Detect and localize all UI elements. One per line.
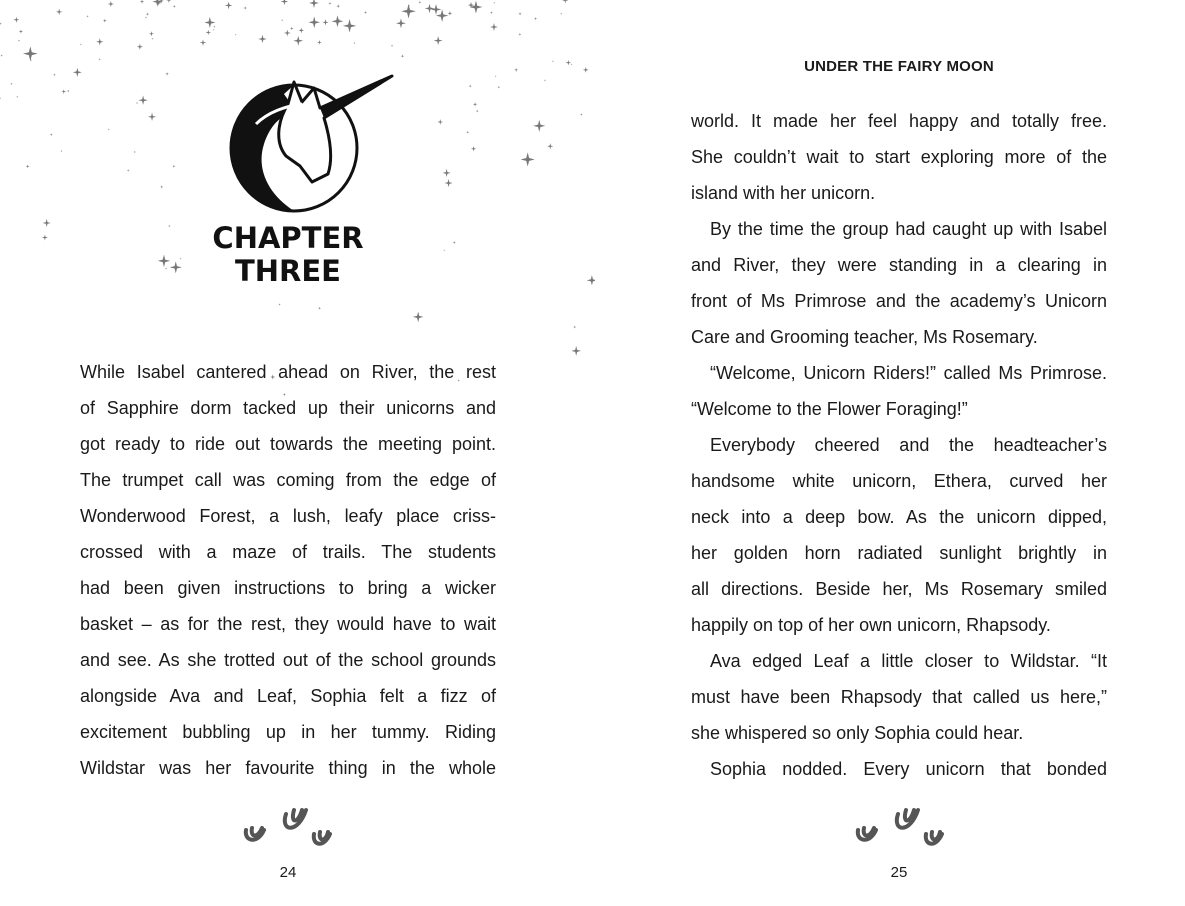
sparkle-star — [495, 75, 497, 77]
text-line: neck into a deep bow. As the unicorn dipped, — [691, 507, 1107, 527]
text-line: she whispered so only Sophia could hear. — [691, 723, 1024, 743]
sparkle-star — [544, 79, 546, 81]
sparkle-star — [281, 0, 288, 5]
text-line: and River, they were standing in a clearing in — [691, 255, 1107, 275]
sparkle-star — [80, 43, 82, 45]
left-page — [0, 0, 592, 906]
sparkle-star — [436, 9, 449, 22]
text-line: had been given instructions to bring a wicker — [80, 578, 496, 598]
sparkle-star — [138, 96, 147, 105]
text-line: The trumpet call was coming from the edge of — [80, 470, 496, 490]
left-body-text — [80, 354, 496, 786]
sparkle-star — [103, 19, 107, 23]
sparkle-star — [583, 67, 589, 73]
sparkle-star — [127, 169, 130, 172]
text-line: alongside Ava and Leaf, Sophia felt a fizz of — [80, 686, 496, 706]
text-line: By the time the group had caught up with Isabel — [710, 219, 1107, 239]
sparkle-star — [278, 303, 281, 306]
swirl-flame-ornament-icon — [236, 800, 346, 850]
text-line: world. It made her feel happy and totally free. — [691, 111, 1107, 131]
text-line: While Isabel cantered ahead on River, the rest — [80, 362, 496, 382]
sparkle-star — [521, 152, 535, 166]
sparkle-star — [396, 18, 406, 28]
sparkle-star — [10, 83, 13, 86]
sparkle-star — [136, 102, 138, 104]
sparkle-star — [471, 146, 476, 151]
sparkle-star — [469, 1, 482, 14]
sparkle-star — [213, 29, 215, 31]
text-line: island with her unicorn. — [691, 183, 876, 203]
text-line: and see. As she trotted out of the school grounds — [80, 650, 496, 670]
sparkle-star — [0, 97, 1, 99]
sparkle-star — [318, 307, 321, 310]
sparkle-star — [19, 29, 23, 33]
sparkle-star — [149, 31, 154, 36]
sparkle-star — [317, 40, 322, 45]
unicorn-head-icon — [228, 74, 398, 214]
text-line: “Welcome, Unicorn Riders!” called Ms Primrose. — [710, 363, 1107, 383]
sparkle-star — [587, 275, 595, 285]
sparkle-star — [60, 150, 62, 152]
sparkle-star — [566, 60, 571, 65]
sparkle-star — [67, 90, 70, 93]
sparkle-star — [353, 42, 355, 44]
sparkle-star — [293, 36, 303, 46]
sparkle-star — [434, 36, 443, 45]
text-line: happily on top of her own unicorn, Rhapsody. — [691, 615, 1051, 635]
text-line: Ava edged Leaf a little closer to Wildstar. “It — [710, 651, 1107, 671]
sparkle-star — [53, 73, 56, 76]
sparkle-star — [571, 63, 573, 65]
text-line: Care and Grooming teacher, Ms Rosemary. — [691, 327, 1038, 347]
sparkle-star — [332, 15, 344, 27]
sparkle-star — [560, 13, 562, 15]
sparkle-star — [490, 11, 493, 14]
sparkle-star — [243, 6, 247, 10]
sparkle-star — [42, 234, 48, 240]
sparkle-star — [425, 4, 434, 13]
chapter-title-line-2: THREE — [234, 254, 341, 288]
sparkle-star — [571, 346, 581, 356]
swirl-flame-ornament-icon — [848, 800, 958, 850]
sparkle-star — [145, 16, 147, 18]
running-head-title: UNDER THE FAIRY MOON — [804, 58, 994, 75]
sparkle-star — [328, 2, 331, 5]
sparkle-star — [258, 35, 266, 43]
chapter-title-line-1: CHAPTER — [212, 221, 364, 255]
sparkle-star — [322, 19, 328, 25]
sparkle-star — [473, 102, 477, 106]
sparkle-star — [23, 46, 38, 61]
sparkle-star — [445, 179, 453, 187]
text-line: Everybody cheered and the headteacher’s — [710, 435, 1107, 455]
sparkle-star — [134, 151, 136, 153]
sparkle-star — [160, 185, 163, 188]
sparkle-star — [137, 44, 143, 50]
sparkle-star — [391, 45, 394, 48]
sparkle-star — [165, 72, 169, 76]
sparkle-star — [580, 113, 583, 116]
sparkle-star — [298, 27, 304, 33]
text-line: of Sapphire dorm tacked up their unicorns and — [80, 398, 496, 418]
sparkle-star — [552, 60, 554, 62]
text-line: front of Ms Primrose and the academy’s Unicorn — [691, 291, 1107, 311]
sparkle-star — [13, 17, 19, 23]
sparkle-star — [493, 2, 495, 4]
sparkle-star — [401, 4, 415, 18]
sparkle-star — [18, 40, 20, 42]
sparkle-star — [173, 5, 176, 8]
sparkle-star — [514, 68, 518, 72]
text-line: Sophia nodded. Every unicorn that bonded — [710, 759, 1107, 779]
sparkle-star — [290, 27, 294, 31]
sparkle-star — [98, 58, 101, 61]
sparkle-star — [213, 26, 215, 28]
sparkle-star — [235, 34, 237, 36]
text-line: “Welcome to the Flower Foraging!” — [691, 399, 968, 419]
sparkle-star — [108, 128, 110, 130]
sparkle-star — [0, 22, 2, 25]
sparkle-star — [534, 17, 537, 20]
text-line: crossed with a maze of trails. The students — [80, 542, 496, 562]
sparkle-star — [148, 113, 156, 121]
sparkle-star — [206, 30, 211, 35]
sparkle-star — [43, 219, 51, 227]
sparkle-star — [497, 86, 500, 89]
sparkle-star — [442, 169, 450, 177]
sparkle-star — [61, 89, 66, 94]
sparkle-star — [146, 12, 149, 15]
sparkle-star — [108, 1, 114, 7]
sparkle-star — [431, 4, 442, 15]
sparkle-star — [73, 68, 82, 77]
sparkle-star — [490, 23, 498, 31]
sparkle-star — [172, 165, 175, 168]
sparkle-star — [96, 38, 103, 45]
sparkle-star — [140, 0, 144, 4]
sparkle-star — [418, 1, 421, 4]
right-body-text — [691, 103, 1107, 787]
text-line: handsome white unicorn, Ethera, curved her — [691, 471, 1107, 491]
sparkle-star — [56, 9, 63, 16]
sparkle-star — [443, 249, 445, 251]
sparkle-star — [533, 120, 545, 132]
sparkle-star — [437, 119, 443, 125]
sparkle-star — [518, 12, 521, 15]
sparkle-star — [152, 38, 154, 40]
sparkle-star — [466, 131, 469, 134]
sparkle-star — [50, 133, 53, 136]
sparkle-star — [469, 84, 472, 87]
sparkle-star — [16, 96, 18, 98]
sparkle-star — [225, 2, 233, 10]
text-line: got ready to ride out towards the meeting point. — [80, 434, 496, 454]
sparkle-star — [343, 19, 356, 32]
sparkle-star — [200, 39, 207, 46]
sparkle-star — [413, 312, 424, 323]
sparkle-star — [281, 19, 283, 21]
text-line: all directions. Beside her, Ms Rosemary smiled — [691, 579, 1107, 599]
sparkle-star — [476, 110, 479, 113]
sparkle-star — [447, 11, 452, 16]
text-line: Wonderwood Forest, a lush, leafy place criss- — [80, 506, 496, 526]
sparkle-star — [401, 54, 404, 57]
text-line: excitement bubbling up in her tummy. Riding — [80, 722, 496, 742]
sparkle-star — [284, 30, 291, 37]
text-line: basket – as for the rest, they would have to wait — [80, 614, 496, 634]
sparkle-star — [204, 17, 215, 28]
sparkle-star — [308, 17, 320, 29]
text-line: her golden horn radiated sunlight brightly in — [691, 543, 1107, 563]
text-line: She couldn’t wait to start exploring more of the — [691, 147, 1107, 167]
text-line: Wildstar was her favourite thing in the whole — [80, 758, 496, 778]
sparkle-star — [26, 164, 30, 168]
page-number: 24 — [279, 864, 297, 881]
sparkle-star — [364, 11, 367, 14]
sparkle-star — [0, 54, 3, 57]
sparkle-star — [562, 0, 568, 3]
sparkle-star — [166, 0, 172, 3]
sparkle-star — [518, 33, 521, 36]
sparkle-star — [86, 15, 89, 18]
sparkle-star — [573, 325, 576, 328]
sparkle-star — [547, 143, 553, 149]
text-line: must have been Rhapsody that called us here,” — [691, 687, 1107, 707]
sparkle-star — [309, 0, 319, 8]
page-number: 25 — [890, 864, 908, 881]
sparkle-star — [453, 241, 456, 244]
sparkle-star — [336, 4, 340, 8]
